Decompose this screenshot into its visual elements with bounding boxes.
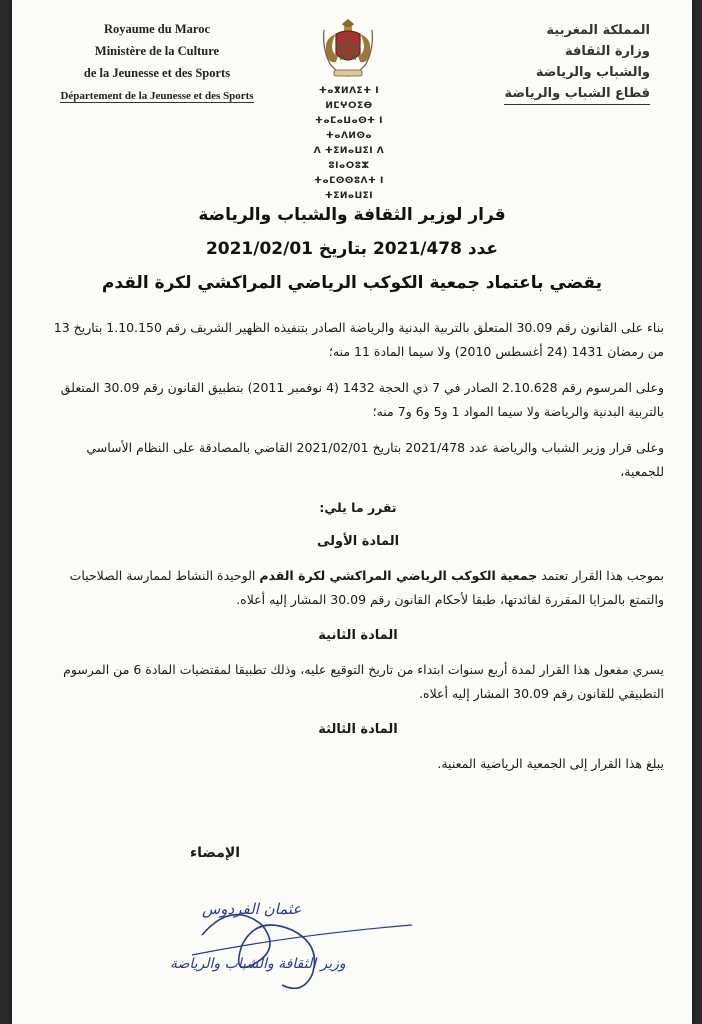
signature-label: الإمضاء bbox=[190, 845, 241, 861]
title-line-3: يقضي باعتماد جمعية الكوكب الرياضي المراكشي لكرة القدم bbox=[101, 273, 603, 293]
header-kingdom-fr: Royaume du Maroc bbox=[103, 22, 210, 36]
article-1-text-pre: بموجب هذا القرار تعتمد bbox=[537, 568, 664, 583]
article-1-text-post: الوحيدة النشاط لممارسة الصلاحيات والتمتع بالمزايا المقررة لفائدتها، طبقا لأحكام القانون رقم 30.09 المشار إليه أعلاه. bbox=[69, 568, 664, 607]
preamble-paragraph-2: وعلى المرسوم رقم 2.10.628 الصادر في 7 ذي الحجة 1432 (4 نوفمبر 2011) بتطبيق القانون رقم 30.09 المتعلق بالتربية البدنية والرياضة ولا سيما المواد 1 و5 و6 و7 منه؛ bbox=[60, 380, 664, 419]
article-1-heading: المادة الأولى bbox=[316, 534, 400, 549]
tifinagh-line-2: ⵜⴰⵎⴰⵡⴰⵙⵜ ⵏ ⵜⴰⴷⵍⵙⴰ bbox=[314, 116, 384, 141]
header-kingdom-ar: المملكة المغربية bbox=[546, 23, 650, 38]
decides-heading: تقرر ما يلي: bbox=[319, 500, 397, 515]
article-2-text: يسري مفعول هذا القرار لمدة أربع سنوات ابتداء من تاريخ التوقيع عليه، وذلك تطبيقا لمقتضيات المادة 6 من المرسوم التطبيقي للقانون رقم 30.09 المشار إليه أعلاه. bbox=[63, 662, 664, 701]
decision-title bbox=[12, 198, 692, 300]
title-line-2: عدد 2021/478 بتاريخ 2021/02/01 bbox=[205, 239, 499, 259]
preamble-paragraph-1: بناء على القانون رقم 30.09 المتعلق بالتربية البدنية والرياضة الصادر بتنفيذه الظهير الشريف رقم 1.10.150 بتاريخ 13 من رمضان 1431 (24 أغسطس 2010) ولا سيما المادة 11 منه؛ bbox=[53, 320, 664, 359]
title-line-1: قرار لوزير الثقافة والشباب والرياضة bbox=[198, 205, 506, 225]
header-department-ar: قطاع الشباب والرياضة bbox=[504, 83, 650, 105]
header-french bbox=[52, 18, 262, 107]
signatory-title: وزير الثقافة والشباب والرياضة bbox=[170, 956, 346, 972]
header-department-fr: Département de la Jeunesse et des Sports bbox=[60, 90, 254, 102]
header-ministry-ar-2: والشباب والرياضة bbox=[535, 65, 650, 80]
header-tifinagh bbox=[294, 84, 404, 204]
header-ministry-fr-2: de la Jeunesse et des Sports bbox=[83, 66, 231, 80]
article-1-text bbox=[52, 564, 664, 612]
article-3-heading: المادة الثالثة bbox=[318, 722, 398, 737]
association-name: جمعية الكوكب الرياضي المراكشي لكرة القدم bbox=[259, 568, 538, 583]
preamble-paragraph-3: وعلى قرار وزير الشباب والرياضة عدد 2021/478 بتاريخ 2021/02/01 القاضي بالمصادقة على النظام الأساسي للجمعية، bbox=[86, 440, 664, 479]
header-ministry-fr: Ministère de la Culture bbox=[94, 44, 220, 58]
header-ministry-ar: وزارة الثقافة bbox=[565, 44, 650, 59]
tifinagh-line-1: ⵜⴰⴳⵍⴷⵉⵜ ⵏ ⵍⵎⵖⵔⵉⴱ bbox=[318, 86, 380, 111]
article-2-heading: المادة الثانية bbox=[318, 628, 398, 643]
document-page bbox=[12, 0, 692, 1024]
moroccan-coat-of-arms-icon bbox=[318, 18, 378, 80]
header-arabic bbox=[500, 20, 650, 105]
article-3-text: يبلغ هذا القرار إلى الجمعية الرياضية المعنية. bbox=[437, 756, 664, 771]
tifinagh-line-4: ⵜⴰⵎⵙⵙⵓⴷⵜ ⵏ ⵜⵉⵍⴰⵡⵉⵏ bbox=[314, 176, 384, 201]
tifinagh-line-3: ⴷ ⵜⵉⵍⴰⵡⵉⵏ ⴷ ⵓⵏⴰⵔⵓⵣ bbox=[313, 146, 385, 171]
decision-body bbox=[52, 316, 664, 788]
signatory-name: عثمان الفردوس bbox=[202, 900, 302, 918]
